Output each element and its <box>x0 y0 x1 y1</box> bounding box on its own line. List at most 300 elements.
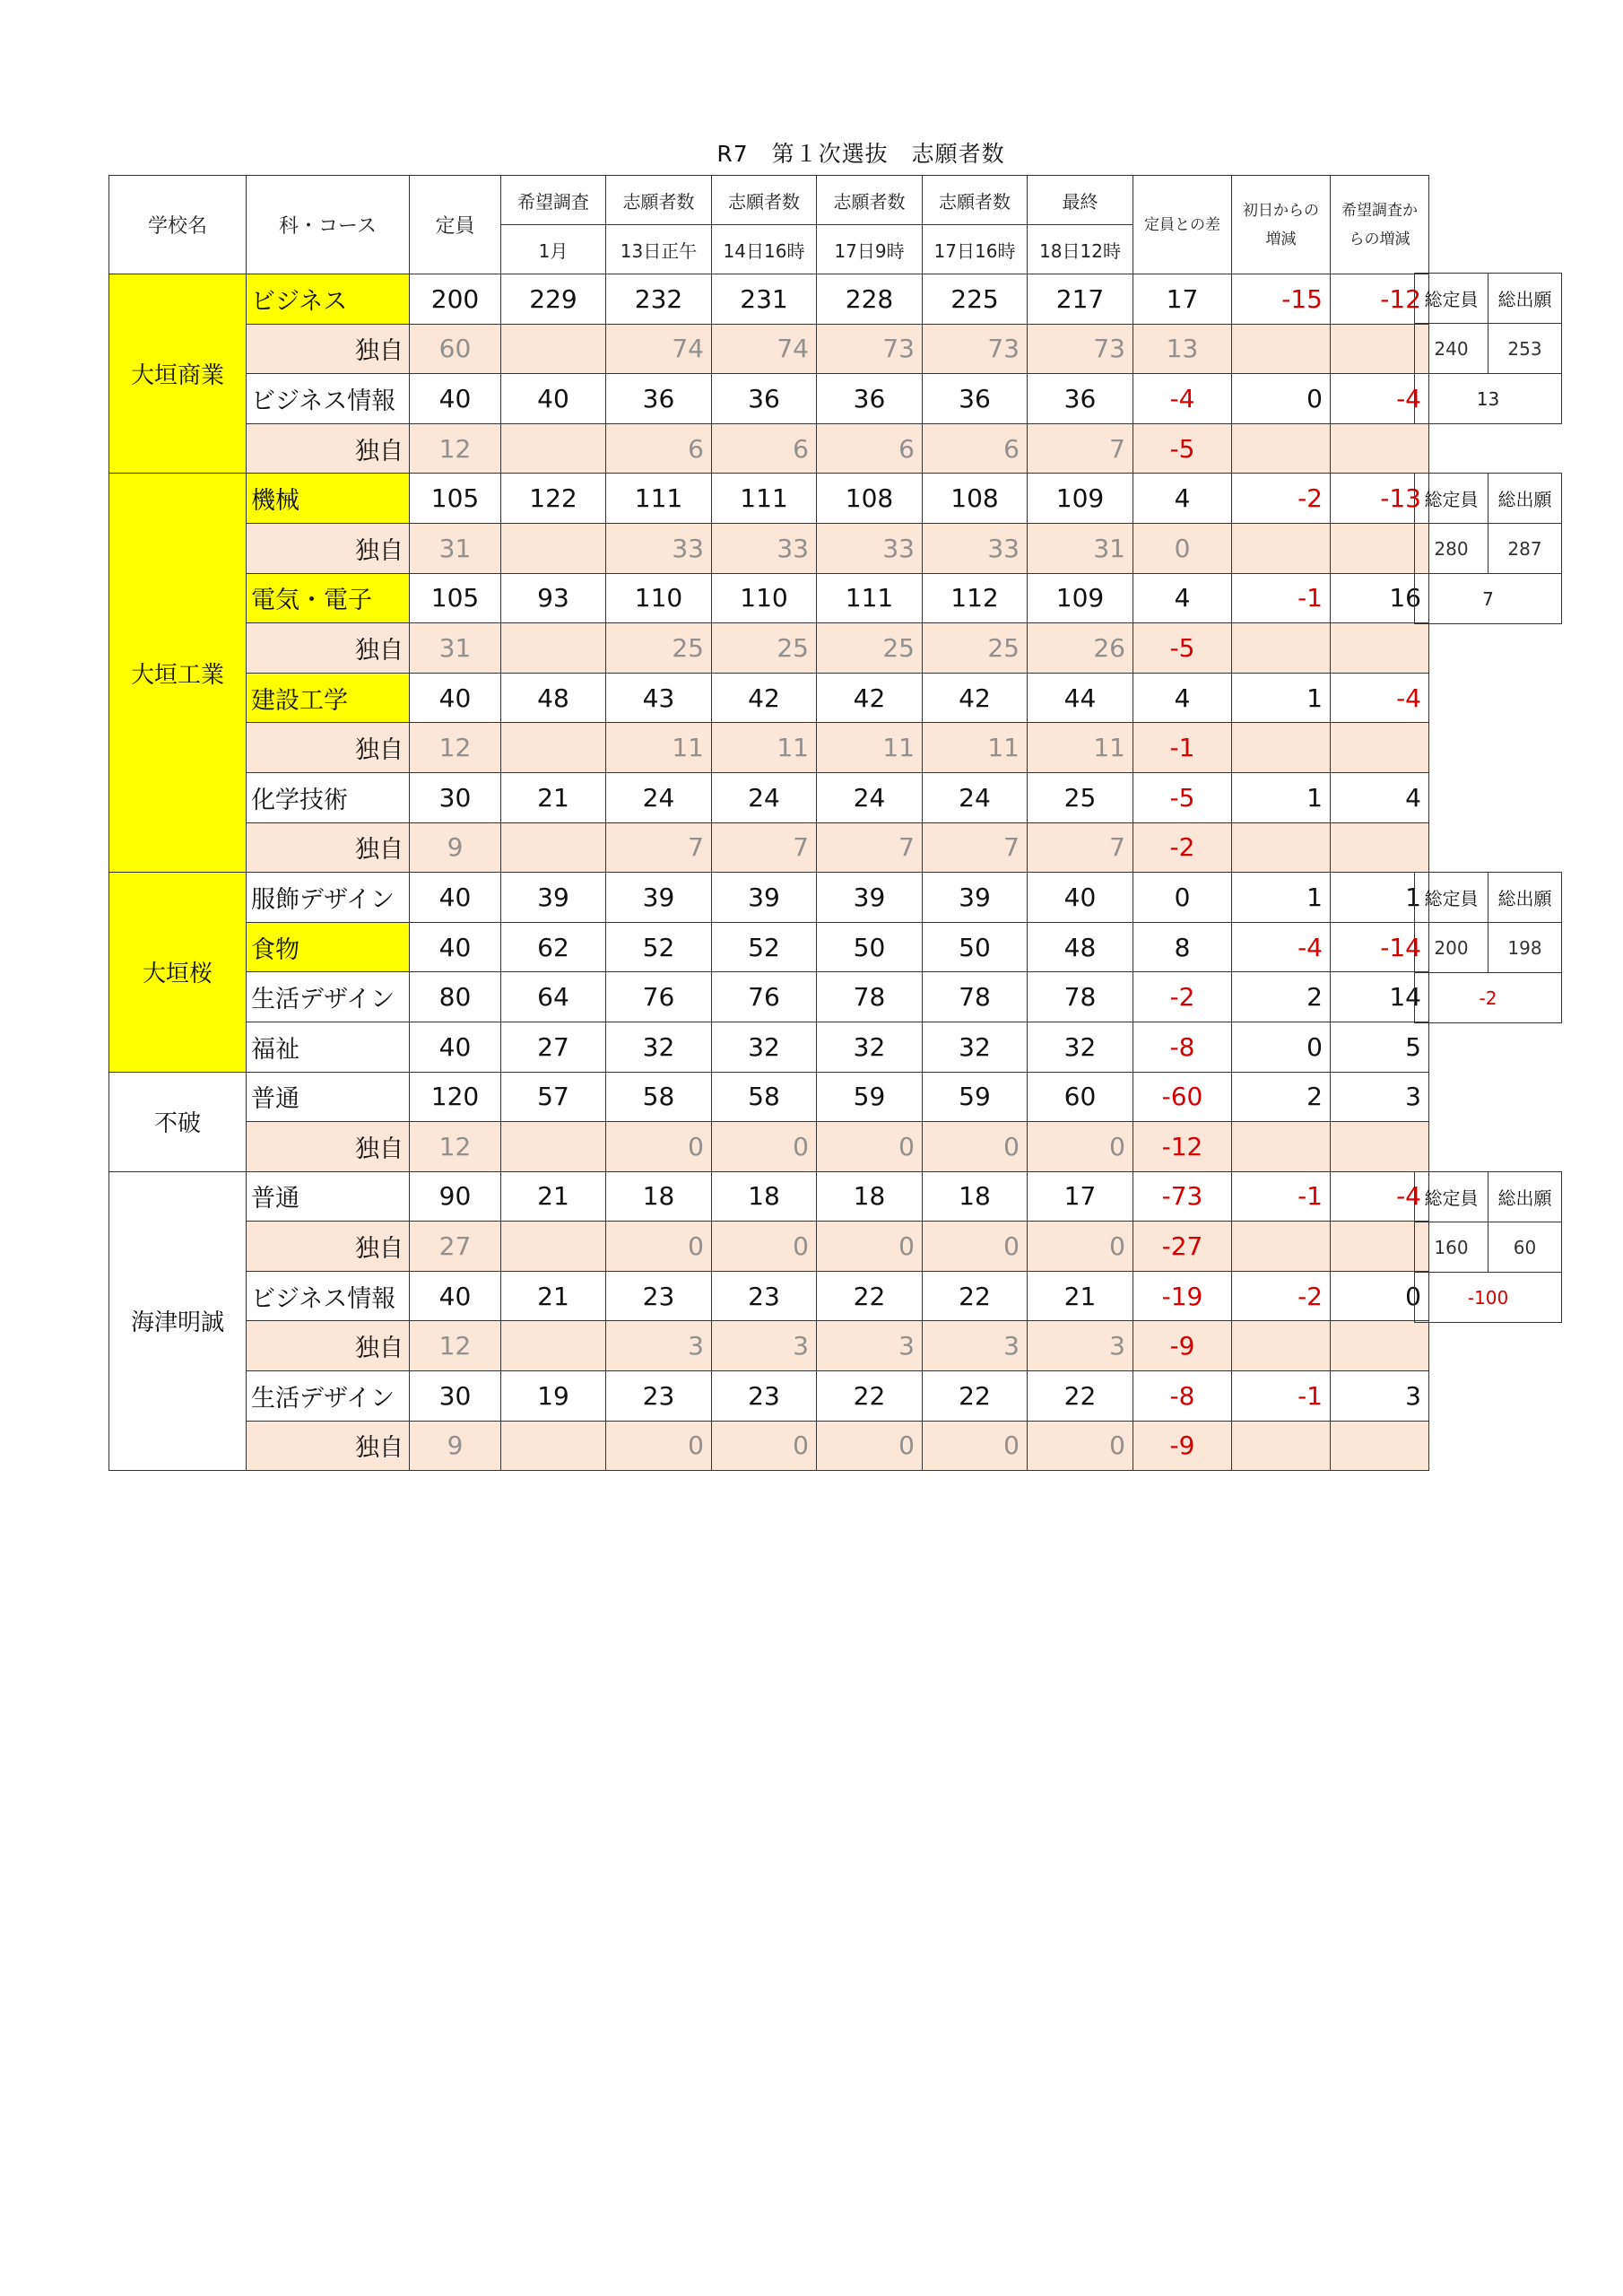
applicants-14-cell: 25 <box>712 623 817 674</box>
diff-capacity-cell: 0 <box>1133 873 1232 923</box>
applicants-17-9-cell: 6 <box>817 423 923 474</box>
applicants-14-cell: 32 <box>712 1022 817 1072</box>
applicants-17-16-cell: 78 <box>923 972 1028 1022</box>
applicants-17-9-cell: 32 <box>817 1022 923 1072</box>
course-name: ビジネス情報 <box>247 374 410 424</box>
survey-cell <box>501 1122 606 1172</box>
survey-cell: 93 <box>501 573 606 623</box>
applicants-17-9-cell: 36 <box>817 374 923 424</box>
course-dokuji: 独自 <box>247 822 410 873</box>
applicants-14-cell: 23 <box>712 1271 817 1321</box>
diff-first-cell <box>1232 1421 1331 1471</box>
table-row <box>109 1321 1429 1371</box>
final-cell: 7 <box>1028 822 1133 873</box>
applicants-13-cell: 24 <box>606 772 712 822</box>
summary-capacity-label: 総定員 <box>1415 274 1488 324</box>
diff-first-cell: -2 <box>1232 1271 1331 1321</box>
applicants-17-16-cell: 22 <box>923 1271 1028 1321</box>
table-row <box>109 922 1429 972</box>
applicants-table <box>108 175 1429 1471</box>
capacity-cell: 31 <box>410 523 501 573</box>
header-final-date: 18日12時 <box>1028 225 1133 274</box>
diff-capacity-cell: 4 <box>1133 474 1232 524</box>
final-cell: 26 <box>1028 623 1133 674</box>
summary-difference: -2 <box>1415 973 1562 1023</box>
final-cell: 17 <box>1028 1171 1133 1222</box>
applicants-17-16-cell: 22 <box>923 1371 1028 1422</box>
applicants-17-16-cell: 59 <box>923 1072 1028 1122</box>
final-cell: 73 <box>1028 324 1133 374</box>
course-name: 生活デザイン <box>247 972 410 1022</box>
diff-survey-cell: 3 <box>1331 1371 1429 1422</box>
capacity-cell: 105 <box>410 474 501 524</box>
course-name: 普通 <box>247 1171 410 1222</box>
applicants-14-cell: 18 <box>712 1171 817 1222</box>
summary-applicants-label: 総出願 <box>1488 274 1562 324</box>
capacity-cell: 31 <box>410 623 501 674</box>
header-app3: 志願者数 <box>817 176 923 225</box>
course-dokuji: 独自 <box>247 523 410 573</box>
diff-survey-cell: 14 <box>1331 972 1429 1022</box>
table-row <box>109 1222 1429 1272</box>
diff-survey-cell: 1 <box>1331 873 1429 923</box>
summary-kaizu-meisei <box>1414 1171 1562 1323</box>
applicants-17-9-cell: 42 <box>817 673 923 723</box>
course-name: 福祉 <box>247 1022 410 1072</box>
survey-cell: 48 <box>501 673 606 723</box>
applicants-17-16-cell: 112 <box>923 573 1028 623</box>
diff-survey-cell: -13 <box>1331 474 1429 524</box>
summary-difference: -100 <box>1415 1273 1562 1323</box>
applicants-17-16-cell: 25 <box>923 623 1028 674</box>
final-cell: 31 <box>1028 523 1133 573</box>
summary-capacity-label: 総定員 <box>1415 1172 1488 1222</box>
applicants-17-16-cell: 6 <box>923 423 1028 474</box>
final-cell: 25 <box>1028 772 1133 822</box>
applicants-13-cell: 0 <box>606 1122 712 1172</box>
diff-capacity-cell: 0 <box>1133 523 1232 573</box>
final-cell: 21 <box>1028 1271 1133 1321</box>
capacity-cell: 120 <box>410 1072 501 1122</box>
header-final: 最終 <box>1028 176 1133 225</box>
diff-capacity-cell: -1 <box>1133 723 1232 773</box>
course-name: 電気・電子 <box>247 573 410 623</box>
diff-capacity-cell: 17 <box>1133 274 1232 325</box>
table-row <box>109 673 1429 723</box>
diff-first-cell: 2 <box>1232 972 1331 1022</box>
applicants-13-cell: 11 <box>606 723 712 773</box>
applicants-14-cell: 58 <box>712 1072 817 1122</box>
applicants-17-16-cell: 7 <box>923 822 1028 873</box>
summary-capacity: 200 <box>1415 923 1488 973</box>
applicants-17-9-cell: 7 <box>817 822 923 873</box>
survey-cell <box>501 822 606 873</box>
applicants-17-9-cell: 11 <box>817 723 923 773</box>
applicants-13-cell: 36 <box>606 374 712 424</box>
applicants-17-9-cell: 0 <box>817 1222 923 1272</box>
applicants-17-9-cell: 3 <box>817 1321 923 1371</box>
course-name: 普通 <box>247 1072 410 1122</box>
table-row <box>109 324 1429 374</box>
survey-cell: 40 <box>501 374 606 424</box>
applicants-17-16-cell: 50 <box>923 922 1028 972</box>
applicants-13-cell: 76 <box>606 972 712 1022</box>
diff-survey-cell <box>1331 723 1429 773</box>
table-row <box>109 1171 1429 1222</box>
final-cell: 0 <box>1028 1421 1133 1471</box>
capacity-cell: 12 <box>410 423 501 474</box>
diff-survey-cell: 0 <box>1331 1271 1429 1321</box>
final-cell: 48 <box>1028 922 1133 972</box>
summary-capacity: 160 <box>1415 1222 1488 1273</box>
applicants-17-9-cell: 111 <box>817 573 923 623</box>
capacity-cell: 40 <box>410 1022 501 1072</box>
applicants-13-cell: 23 <box>606 1271 712 1321</box>
course-dokuji: 独自 <box>247 723 410 773</box>
diff-capacity-cell: -27 <box>1133 1222 1232 1272</box>
applicants-17-9-cell: 108 <box>817 474 923 524</box>
applicants-17-9-cell: 73 <box>817 324 923 374</box>
course-name: 食物 <box>247 922 410 972</box>
applicants-17-16-cell: 0 <box>923 1421 1028 1471</box>
summary-difference: 7 <box>1415 574 1562 624</box>
table-row <box>109 374 1429 424</box>
course-dokuji: 独自 <box>247 1122 410 1172</box>
applicants-13-cell: 52 <box>606 922 712 972</box>
applicants-13-cell: 58 <box>606 1072 712 1122</box>
applicants-17-9-cell: 22 <box>817 1371 923 1422</box>
survey-cell: 122 <box>501 474 606 524</box>
header-diff-capacity: 定員との差 <box>1133 176 1232 274</box>
capacity-cell: 9 <box>410 1421 501 1471</box>
survey-cell <box>501 1321 606 1371</box>
diff-first-cell: 2 <box>1232 1072 1331 1122</box>
course-dokuji: 独自 <box>247 423 410 474</box>
diff-capacity-cell: -60 <box>1133 1072 1232 1122</box>
diff-capacity-cell: -8 <box>1133 1371 1232 1422</box>
applicants-17-9-cell: 0 <box>817 1421 923 1471</box>
applicants-14-cell: 3 <box>712 1321 817 1371</box>
survey-cell: 27 <box>501 1022 606 1072</box>
summary-applicants-label: 総出願 <box>1488 873 1562 923</box>
course-name: ビジネス <box>247 274 410 325</box>
applicants-14-cell: 24 <box>712 772 817 822</box>
summary-applicants: 198 <box>1488 923 1562 973</box>
capacity-cell: 60 <box>410 324 501 374</box>
applicants-14-cell: 36 <box>712 374 817 424</box>
applicants-13-cell: 232 <box>606 274 712 325</box>
capacity-cell: 12 <box>410 1321 501 1371</box>
applicants-17-9-cell: 39 <box>817 873 923 923</box>
diff-capacity-cell: 4 <box>1133 573 1232 623</box>
survey-cell <box>501 423 606 474</box>
applicants-14-cell: 110 <box>712 573 817 623</box>
school-name: 大垣桜 <box>109 873 247 1072</box>
applicants-14-cell: 7 <box>712 822 817 873</box>
course-name: 服飾デザイン <box>247 873 410 923</box>
applicants-13-cell: 18 <box>606 1171 712 1222</box>
applicants-13-cell: 0 <box>606 1222 712 1272</box>
applicants-17-9-cell: 22 <box>817 1271 923 1321</box>
final-cell: 36 <box>1028 374 1133 424</box>
applicants-17-16-cell: 0 <box>923 1122 1028 1172</box>
diff-survey-cell: 3 <box>1331 1072 1429 1122</box>
summary-ogaki-sakura <box>1414 872 1562 1023</box>
diff-first-cell: -4 <box>1232 922 1331 972</box>
diff-capacity-cell: -5 <box>1133 772 1232 822</box>
final-cell: 217 <box>1028 274 1133 325</box>
applicants-14-cell: 76 <box>712 972 817 1022</box>
capacity-cell: 40 <box>410 374 501 424</box>
capacity-cell: 9 <box>410 822 501 873</box>
table-row <box>109 822 1429 873</box>
applicants-17-16-cell: 18 <box>923 1171 1028 1222</box>
course-dokuji: 独自 <box>247 623 410 674</box>
applicants-13-cell: 43 <box>606 673 712 723</box>
final-cell: 22 <box>1028 1371 1133 1422</box>
capacity-cell: 40 <box>410 873 501 923</box>
course-name: 生活デザイン <box>247 1371 410 1422</box>
capacity-cell: 40 <box>410 673 501 723</box>
applicants-17-9-cell: 18 <box>817 1171 923 1222</box>
applicants-17-16-cell: 225 <box>923 274 1028 325</box>
table-row <box>109 772 1429 822</box>
applicants-13-cell: 33 <box>606 523 712 573</box>
diff-capacity-cell: -73 <box>1133 1171 1232 1222</box>
applicants-14-cell: 74 <box>712 324 817 374</box>
diff-survey-cell <box>1331 623 1429 674</box>
table-row <box>109 523 1429 573</box>
summary-capacity-label: 総定員 <box>1415 873 1488 923</box>
diff-first-cell <box>1232 723 1331 773</box>
applicants-13-cell: 7 <box>606 822 712 873</box>
diff-capacity-cell: 8 <box>1133 922 1232 972</box>
applicants-17-9-cell: 0 <box>817 1122 923 1172</box>
survey-cell <box>501 623 606 674</box>
table-row <box>109 1072 1429 1122</box>
applicants-17-16-cell: 42 <box>923 673 1028 723</box>
diff-first-cell: 1 <box>1232 772 1331 822</box>
header-app2: 志願者数 <box>712 176 817 225</box>
survey-cell: 21 <box>501 772 606 822</box>
diff-survey-cell <box>1331 1421 1429 1471</box>
diff-survey-cell: 5 <box>1331 1022 1429 1072</box>
applicants-13-cell: 25 <box>606 623 712 674</box>
course-name: 化学技術 <box>247 772 410 822</box>
final-cell: 60 <box>1028 1072 1133 1122</box>
table-row <box>109 423 1429 474</box>
table-row <box>109 1271 1429 1321</box>
diff-first-cell: -15 <box>1232 274 1331 325</box>
diff-first-cell <box>1232 523 1331 573</box>
table-row <box>109 1122 1429 1172</box>
diff-first-cell: 1 <box>1232 673 1331 723</box>
applicants-17-9-cell: 59 <box>817 1072 923 1122</box>
applicants-14-cell: 231 <box>712 274 817 325</box>
applicants-17-16-cell: 39 <box>923 873 1028 923</box>
diff-capacity-cell: -12 <box>1133 1122 1232 1172</box>
survey-cell <box>501 1421 606 1471</box>
diff-capacity-cell: -9 <box>1133 1421 1232 1471</box>
capacity-cell: 27 <box>410 1222 501 1272</box>
header-app4: 志願者数 <box>923 176 1028 225</box>
header-course: 科・コース <box>247 176 410 274</box>
applicants-13-cell: 6 <box>606 423 712 474</box>
diff-survey-cell: -12 <box>1331 274 1429 325</box>
survey-cell: 62 <box>501 922 606 972</box>
diff-survey-cell <box>1331 1321 1429 1371</box>
diff-survey-cell <box>1331 822 1429 873</box>
diff-first-cell <box>1232 1321 1331 1371</box>
capacity-cell: 12 <box>410 1122 501 1172</box>
applicants-13-cell: 74 <box>606 324 712 374</box>
survey-cell: 21 <box>501 1271 606 1321</box>
final-cell: 109 <box>1028 474 1133 524</box>
school-name: 大垣商業 <box>109 274 247 474</box>
header-app3-date: 17日9時 <box>817 225 923 274</box>
header-survey: 希望調査 <box>501 176 606 225</box>
capacity-cell: 40 <box>410 1271 501 1321</box>
applicants-17-16-cell: 33 <box>923 523 1028 573</box>
survey-cell <box>501 1222 606 1272</box>
diff-first-cell <box>1232 623 1331 674</box>
applicants-17-9-cell: 24 <box>817 772 923 822</box>
final-cell: 32 <box>1028 1022 1133 1072</box>
diff-survey-cell: 16 <box>1331 573 1429 623</box>
diff-survey-cell <box>1331 423 1429 474</box>
survey-cell <box>501 723 606 773</box>
course-name: 機械 <box>247 474 410 524</box>
diff-first-cell: -1 <box>1232 1171 1331 1222</box>
school-name: 海津明誠 <box>109 1171 247 1471</box>
diff-survey-cell: -14 <box>1331 922 1429 972</box>
diff-first-cell: -1 <box>1232 1371 1331 1422</box>
diff-capacity-cell: 4 <box>1133 673 1232 723</box>
diff-first-cell <box>1232 423 1331 474</box>
applicants-17-16-cell: 73 <box>923 324 1028 374</box>
final-cell: 44 <box>1028 673 1133 723</box>
table-row <box>109 474 1429 524</box>
applicants-17-9-cell: 33 <box>817 523 923 573</box>
capacity-cell: 105 <box>410 573 501 623</box>
diff-capacity-cell: -8 <box>1133 1022 1232 1072</box>
summary-ogaki-shogyo <box>1414 273 1562 424</box>
course-dokuji: 独自 <box>247 1421 410 1471</box>
table-row <box>109 1371 1429 1422</box>
applicants-17-16-cell: 24 <box>923 772 1028 822</box>
survey-cell <box>501 324 606 374</box>
applicants-14-cell: 0 <box>712 1122 817 1172</box>
survey-cell: 39 <box>501 873 606 923</box>
header-app1-date: 13日正午 <box>606 225 712 274</box>
course-dokuji: 独自 <box>247 324 410 374</box>
applicants-17-16-cell: 36 <box>923 374 1028 424</box>
applicants-14-cell: 52 <box>712 922 817 972</box>
header-survey-date: 1月 <box>501 225 606 274</box>
applicants-14-cell: 0 <box>712 1222 817 1272</box>
survey-cell: 64 <box>501 972 606 1022</box>
diff-capacity-cell: -19 <box>1133 1271 1232 1321</box>
applicants-13-cell: 111 <box>606 474 712 524</box>
diff-survey-cell: -4 <box>1331 1171 1429 1222</box>
summary-applicants: 60 <box>1488 1222 1562 1273</box>
diff-capacity-cell: -2 <box>1133 822 1232 873</box>
course-name: 建設工学 <box>247 673 410 723</box>
applicants-17-9-cell: 228 <box>817 274 923 325</box>
diff-first-cell: 0 <box>1232 374 1331 424</box>
applicants-14-cell: 111 <box>712 474 817 524</box>
summary-difference: 13 <box>1415 374 1562 424</box>
table-row <box>109 873 1429 923</box>
applicants-17-16-cell: 0 <box>923 1222 1028 1272</box>
capacity-cell: 30 <box>410 772 501 822</box>
survey-cell: 229 <box>501 274 606 325</box>
applicants-14-cell: 11 <box>712 723 817 773</box>
applicants-14-cell: 42 <box>712 673 817 723</box>
diff-survey-cell: -4 <box>1331 673 1429 723</box>
summary-capacity-label: 総定員 <box>1415 474 1488 524</box>
survey-cell: 19 <box>501 1371 606 1422</box>
summary-capacity: 240 <box>1415 324 1488 374</box>
table-row <box>109 573 1429 623</box>
diff-capacity-cell: -4 <box>1133 374 1232 424</box>
diff-first-cell <box>1232 1222 1331 1272</box>
final-cell: 40 <box>1028 873 1133 923</box>
applicants-13-cell: 32 <box>606 1022 712 1072</box>
header-diff-survey: 希望調査か らの増減 <box>1331 176 1429 274</box>
table-row <box>109 972 1429 1022</box>
table-row <box>109 1022 1429 1072</box>
diff-capacity-cell: -5 <box>1133 423 1232 474</box>
diff-first-cell <box>1232 1122 1331 1172</box>
page-title: R7 第１次選抜 志願者数 <box>716 141 1005 167</box>
applicants-14-cell: 33 <box>712 523 817 573</box>
capacity-cell: 90 <box>410 1171 501 1222</box>
final-cell: 7 <box>1028 423 1133 474</box>
final-cell: 78 <box>1028 972 1133 1022</box>
table-row <box>109 623 1429 674</box>
final-cell: 0 <box>1028 1222 1133 1272</box>
header-app4-date: 17日16時 <box>923 225 1028 274</box>
header-diff-first: 初日からの 増減 <box>1232 176 1331 274</box>
final-cell: 109 <box>1028 573 1133 623</box>
applicants-13-cell: 0 <box>606 1421 712 1471</box>
diff-capacity-cell: 13 <box>1133 324 1232 374</box>
survey-cell: 57 <box>501 1072 606 1122</box>
applicants-13-cell: 39 <box>606 873 712 923</box>
applicants-17-16-cell: 32 <box>923 1022 1028 1072</box>
table-row <box>109 723 1429 773</box>
diff-first-cell <box>1232 822 1331 873</box>
diff-capacity-cell: -2 <box>1133 972 1232 1022</box>
course-dokuji: 独自 <box>247 1222 410 1272</box>
course-dokuji: 独自 <box>247 1321 410 1371</box>
survey-cell <box>501 523 606 573</box>
diff-survey-cell: -4 <box>1331 374 1429 424</box>
diff-first-cell: 1 <box>1232 873 1331 923</box>
summary-capacity: 280 <box>1415 524 1488 574</box>
final-cell: 0 <box>1028 1122 1133 1172</box>
summary-applicants-label: 総出願 <box>1488 474 1562 524</box>
course-name: ビジネス情報 <box>247 1271 410 1321</box>
applicants-13-cell: 23 <box>606 1371 712 1422</box>
summary-applicants-label: 総出願 <box>1488 1172 1562 1222</box>
diff-capacity-cell: -5 <box>1133 623 1232 674</box>
header-school: 学校名 <box>109 176 247 274</box>
diff-survey-cell: 4 <box>1331 772 1429 822</box>
final-cell: 11 <box>1028 723 1133 773</box>
applicants-14-cell: 23 <box>712 1371 817 1422</box>
